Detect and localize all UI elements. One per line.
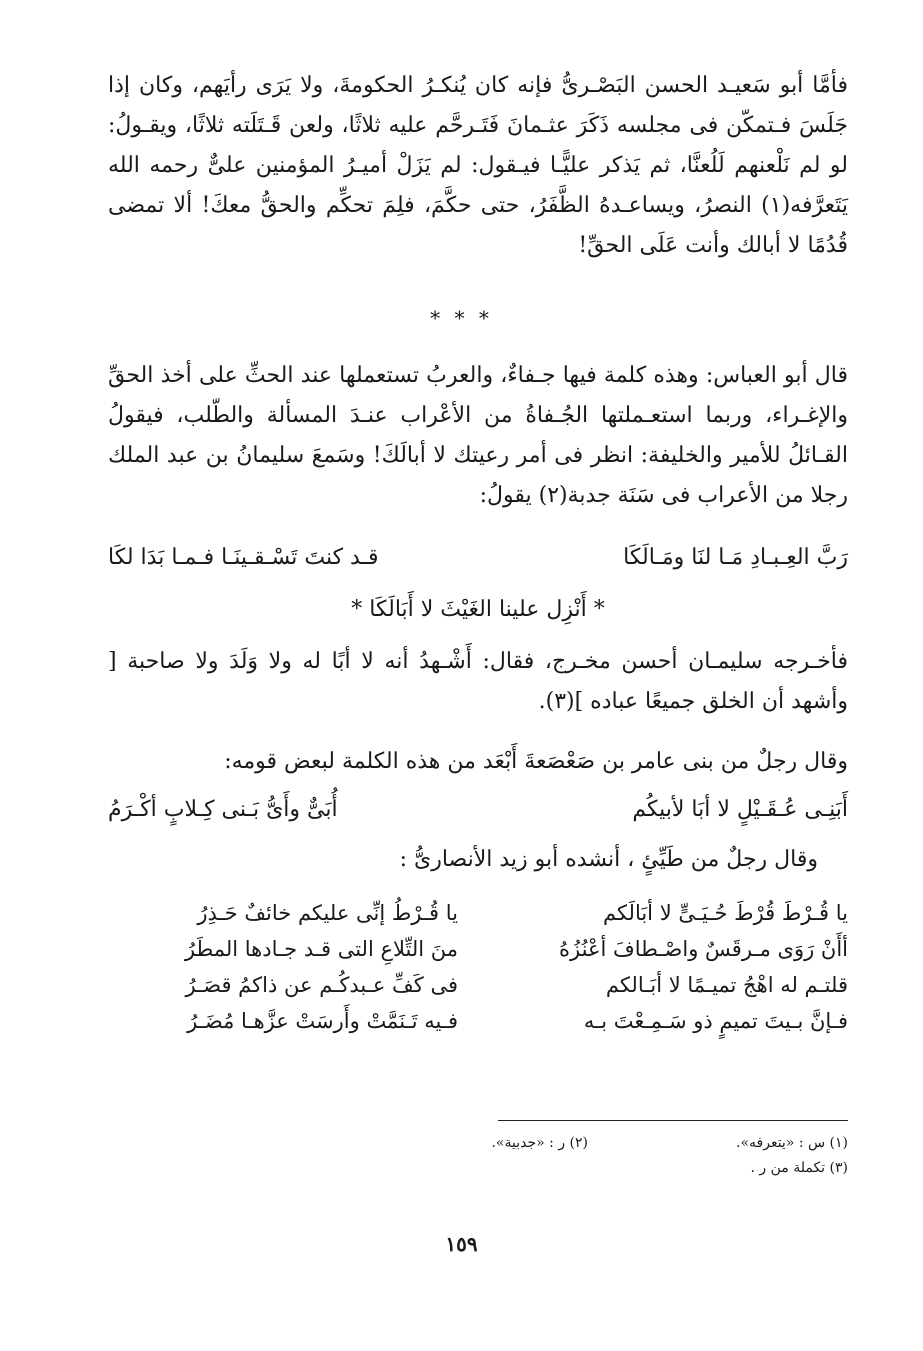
paragraph-hasan-basri: فأمَّا أبو سَعيـد الحسن البَصْـرىُّ فإنه كان يُنكـرُ الحكومةَ، ولا يَرَى رأيَهم، وكان إذا جَلَسَ فـتمكّن فى مجلسه ذَكَرَ عثـمانَ فَتَـرحَّم عليه ثلاثًا، ولعن قَـتَلَته ثلاثًا، ويقـولُ: لو لم نَلْعنهم لَلُعنَّا، ثم يَذكر عليًّـا فيـقول: لم يَزَلْ أميـرُ المؤمنين علىٌّ رحمه الله يَتَعرَّفه(١) النصرُ، ويساعـدهُ الظَّفَرُ، حتى حكَّمَ، فلِمَ تحكِّم والحقُّ معكَ! ألا تمضى قُدُمًا لا أبالك وأنت عَلَى الحقِّ! xyxy=(108,73,848,258)
poem-left-line: فـيه تَـنَمَّتْ وأَرسَتْ عزَّهـا مُضَـرُ xyxy=(187,1009,458,1033)
poem-left-column xyxy=(185,895,458,1039)
page-number: ١٥٩ xyxy=(445,1232,478,1256)
verse-3-second-hemistich: أُبَىٌّ وأَىُّ بَـنى كِـلابٍ أكْـرَمُ xyxy=(108,797,338,822)
verse-line-1 xyxy=(108,538,848,578)
footnote-separator xyxy=(498,1120,848,1121)
intro-tayyi: وقال رجلٌ من طَيِّئٍ ، أنشده أبو زيد الأنصارىُّ : xyxy=(399,847,818,872)
footnote-2: (٢) ر : «جدبية». xyxy=(491,1135,588,1151)
verse-line-3 xyxy=(108,790,848,830)
poem-right-column xyxy=(559,895,848,1039)
poem-left-line: منَ التِّلاعِ التى قـد جـادها المطَرُ xyxy=(184,937,458,961)
poem-right-line: يا قُـرْطَ قُرْطَ حُـيَـىٍّ لا أبَالَكم xyxy=(602,901,848,925)
paragraph-abu-abbas: قال أبو العباس: وهذه كلمة فيها جـفاءٌ، والعربُ تستعملها عند الحثِّ على أخذ الحقِّ والإغـراء، وربما استعـملتها الجُـفاةُ من الأعْراب عنـدَ المسألة والطّلب، فيقولُ القـائلُ للأمير والخليفة: انظر فى أمر رعيتك لا أبالَكَ! وسَمعَ سليمانُ بن عبد الملك رجلا من الأعراب فى سَنَة جدبة(٢) يقولُ: xyxy=(108,363,848,508)
verse-1-first-hemistich: رَبَّ العِـبـادِ مَـا لنَا ومَـالَكَا xyxy=(623,545,848,570)
poem-right-line: أأَنْ رَوَى مـرقَسٌ واصْـطافَ أعْنُزُهُ xyxy=(559,937,848,961)
section-separator: * * * xyxy=(430,306,493,330)
verse-1-second-hemistich: قـد كنتَ تَسْـقـينَـا فـمـا بَدَا لكَا xyxy=(108,545,379,570)
verse-3-first-hemistich: أَبَنِـى عُـقَـيْلٍ لا أبَا لأبيكُم xyxy=(632,797,848,822)
verse-line-2: * أَنْزِل علينا الغَيْثَ لا أَبَالَكَا * xyxy=(351,597,605,622)
poem-right-line: قلتـم له اهْجُ تميـمًا لا أبَـالكم xyxy=(605,973,848,997)
paragraph-suleiman: فأخـرجه سليمـان أحسن مخـرج، فقال: أَشْـهدُ أنه لا أبًا له ولا وَلَدَ ولا صاحبة [ وأشهد أن الخلق جميعًا عباده ](٣). xyxy=(108,649,848,714)
poem-right-line: فـإنَّ بـيتَ تميمٍ ذو سَـمِـعْتَ بـه xyxy=(583,1009,848,1033)
poem-left-line: فى كَفِّ عـبدكُـم عن ذاكمُ قصَـرُ xyxy=(185,973,458,997)
footnote-1: (١) س : «يتعرفه». xyxy=(736,1135,848,1151)
footnote-3: (٣) تكملة من ر . xyxy=(750,1160,848,1176)
poem-left-line: يا قُـرْطُ إنِّى عليكم خائفٌ حَـذِرُ xyxy=(197,901,458,925)
paragraph-amir-sasaa: وقال رجلٌ من بنى عامر بن صَعْصَعةَ أَبْعَد من هذه الكلمة لبعض قومه: xyxy=(224,749,848,774)
